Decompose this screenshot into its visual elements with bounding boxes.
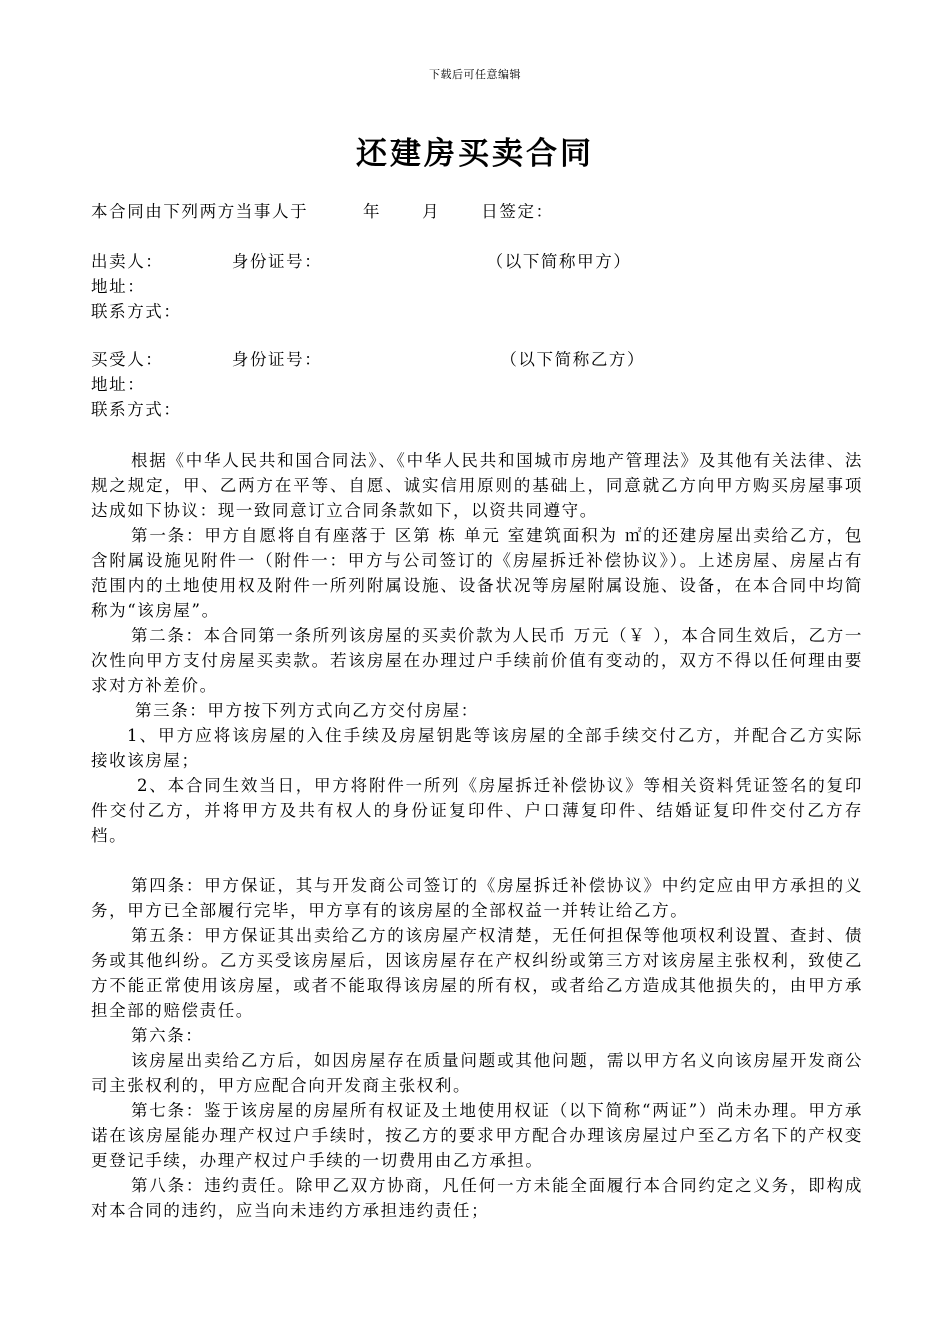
seller-contact: 联系方式： (91, 302, 182, 321)
page-title: 还建房买卖合同 (356, 136, 594, 172)
article-7: 第七条：鉴于该房屋的房屋所有权证及土地使用权证（以下简称“两证”）尚未办理。甲方承诺在该房屋能办理产权过户手续时，按乙方的要求甲方配合办理该房屋过户至乙方名下的产权变更登记手续，办理产权过户手续的一切费用由乙方承担。 (91, 1101, 863, 1170)
article-1: 第一条：甲方自愿将自有座落于 区第 栋 单元 室建筑面积为 ㎡的还建房屋出卖给乙方，包含附属设施见附件一（附件一：甲方与公司签订的《房屋拆迁补偿协议》）。上述房屋、房屋占有范围内的土地使用权及附件一所列附属设施、设备状况等房屋附属设施、设备，在本合同中均简称为“该房屋”。 (91, 526, 863, 620)
buyer-contact: 联系方式： (91, 400, 182, 419)
intro-line: 本合同由下列两方当事人于 年 月 日签定： (91, 202, 554, 221)
contract-body (91, 448, 863, 1223)
article-6-body: 该房屋出卖给乙方后，如因房屋存在质量问题或其他问题，需以甲方名义向该房屋开发商公司主张权利的，甲方应配合向开发商主张权利。 (91, 1051, 863, 1095)
article-3-item-1: 1、甲方应将该房屋的入住手续及房屋钥匙等该房屋的全部手续交付乙方，并配合乙方实际接收该房屋； (91, 726, 863, 770)
buyer-address: 地址： (91, 375, 146, 394)
article-2: 第二条：本合同第一条所列该房屋的买卖价款为人民币 万元（￥ ），本合同生效后，乙方一次性向甲方支付房屋买卖款。若该房屋在办理过户手续前价值有变动的，双方不得以任何理由要求对方补差价。 (91, 626, 863, 695)
article-5: 第五条：甲方保证其出卖给乙方的该房屋产权清楚，无任何担保等他项权利设置、查封、债务或其他纠纷。乙方买受该房屋后，因该房屋存在产权纠纷或第三方对该房屋主张权利，致使乙方不能正常使用该房屋，或者不能取得该房屋的所有权，或者给乙方造成其他损失的，由甲方承担全部的赔偿责任。 (91, 926, 863, 1020)
article-6: 第六条： (131, 1026, 204, 1045)
article-3-item-2: 2、本合同生效当日，甲方将附件一所列《房屋拆迁补偿协议》等相关资料凭证签名的复印件交付乙方，并将甲方及共有权人的身份证复印件、户口薄复印件、结婚证复印件交付乙方存档。 (91, 776, 863, 845)
seller-address: 地址： (91, 277, 146, 296)
article-4: 第四条：甲方保证，其与开发商公司签订的《房屋拆迁补偿协议》中约定应由甲方承担的义务，甲方已全部履行完毕，甲方享有的该房屋的全部权益一并转让给乙方。 (91, 876, 863, 920)
parties-block (91, 199, 863, 422)
article-3: 第三条：甲方按下列方式向乙方交付房屋： (135, 701, 479, 720)
preamble-paragraph: 根据《中华人民共和国合同法》、《中华人民共和国城市房地产管理法》及其他有关法律、法规之规定，甲、乙两方在平等、自愿、诚实信用原则的基础上，同意就乙方向甲方购买房屋事项达成如下协议：现一致同意订立合同条款如下，以资共同遵守。 (91, 451, 863, 520)
buyer-line: 买受人： 身份证号： （以下简称乙方） (91, 350, 646, 369)
seller-line: 出卖人： 身份证号： （以下简称甲方） (91, 252, 632, 271)
article-8: 第八条：违约责任。除甲乙双方协商，凡任何一方未能全面履行本合同约定之义务，即构成对本合同的违约，应当向未违约方承担违约责任； (91, 1176, 863, 1220)
header-note: 下载后可任意编辑 (429, 68, 521, 81)
